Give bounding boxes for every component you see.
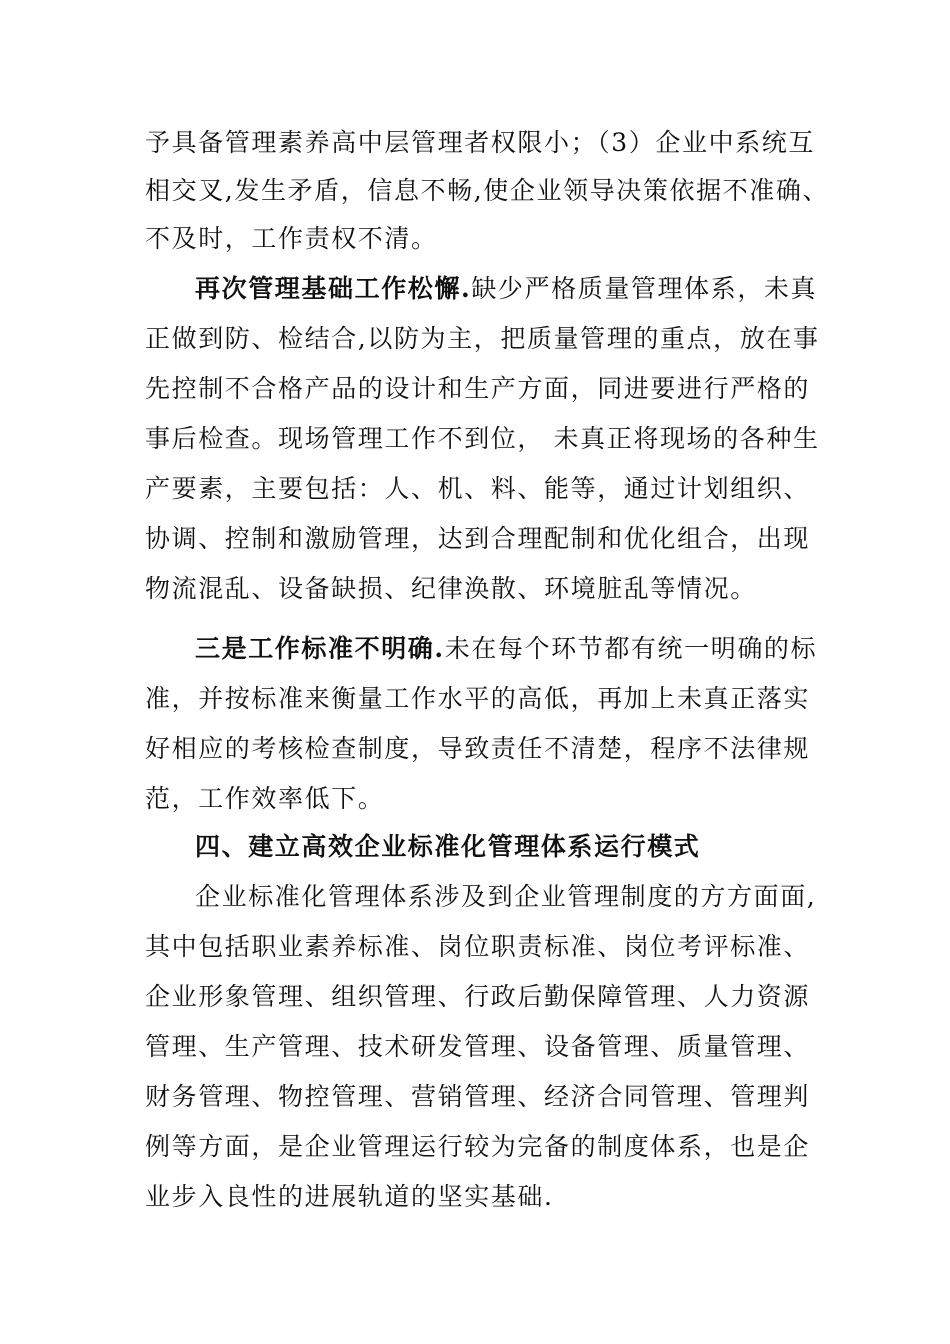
paragraph-5-line-3: 企业形象管理、组织管理、行政后勤保障管理、人力资源: [145, 982, 811, 1011]
paragraph-2-line-7: 物流混乱、设备缺损、纪律涣散、环境脏乱等情况。: [145, 574, 757, 603]
paragraph-1-line-3: 不及时，工作责权不清。: [145, 224, 438, 253]
paragraph-5-line-1: 企业标准化管理体系涉及到企业管理制度的方方面面,: [195, 882, 817, 911]
paragraph-1-line-1: 予具备管理素养高中层管理者权限小；（3）企业中系统互: [145, 128, 816, 157]
paragraph-2-line-1: [195, 274, 817, 304]
paragraph-2-line-1-text: 缺少严格质量管理体系，未真: [471, 274, 818, 303]
paragraph-2-line-2: 正做到防、检结合,以防为主，把质量管理的重点，放在事: [145, 324, 820, 353]
paragraph-3-line-3: 好相应的考核检查制度，导致责任不清楚，程序不法律规: [145, 734, 811, 763]
paragraph-2-lead: 再次管理基础工作松懈.: [195, 274, 472, 303]
paragraph-2-line-5: 产要素，主要包括：人、机、料、能等，通过计划组织、: [145, 474, 811, 503]
paragraph-2-line-6: 协调、控制和激励管理，达到合理配制和优化组合，出现: [145, 524, 811, 553]
paragraph-5-line-7: 业步入良性的进展轨道的坚实基础.: [145, 1182, 554, 1211]
paragraph-5-line-4: 管理、生产管理、技术研发管理、设备管理、质量管理、: [145, 1032, 811, 1061]
paragraph-3-line-1: [195, 634, 817, 664]
paragraph-1-line-2: 相交叉,发生矛盾，信息不畅,使企业领导决策依据不准确、: [145, 176, 830, 205]
paragraph-5-line-2: 其中包括职业素养标准、岗位职责标准、岗位考评标准、: [145, 932, 811, 961]
paragraph-3-lead: 三是工作标准不明确.: [195, 634, 445, 663]
paragraph-5-line-6: 例等方面，是企业管理运行较为完备的制度体系，也是企: [145, 1132, 811, 1161]
paragraph-3-line-2: 准，并按标准来衡量工作水平的高低，再加上未真正落实: [145, 684, 811, 713]
paragraph-3-line-1-text: 未在每个环节都有统一明确的标: [444, 634, 818, 663]
paragraph-3-line-4: 范，工作效率低下。: [145, 784, 385, 813]
section-heading: 四、建立高效企业标准化管理体系运行模式: [195, 832, 701, 861]
paragraph-2-line-3: 先控制不合格产品的设计和生产方面，同进要进行严格的: [145, 374, 811, 403]
paragraph-2-line-4: 事后检查。现场管理工作不到位， 未真正将现场的各种生: [145, 424, 820, 453]
paragraph-5-line-5: 财务管理、物控管理、营销管理、经济合同管理、管理判: [145, 1082, 811, 1111]
